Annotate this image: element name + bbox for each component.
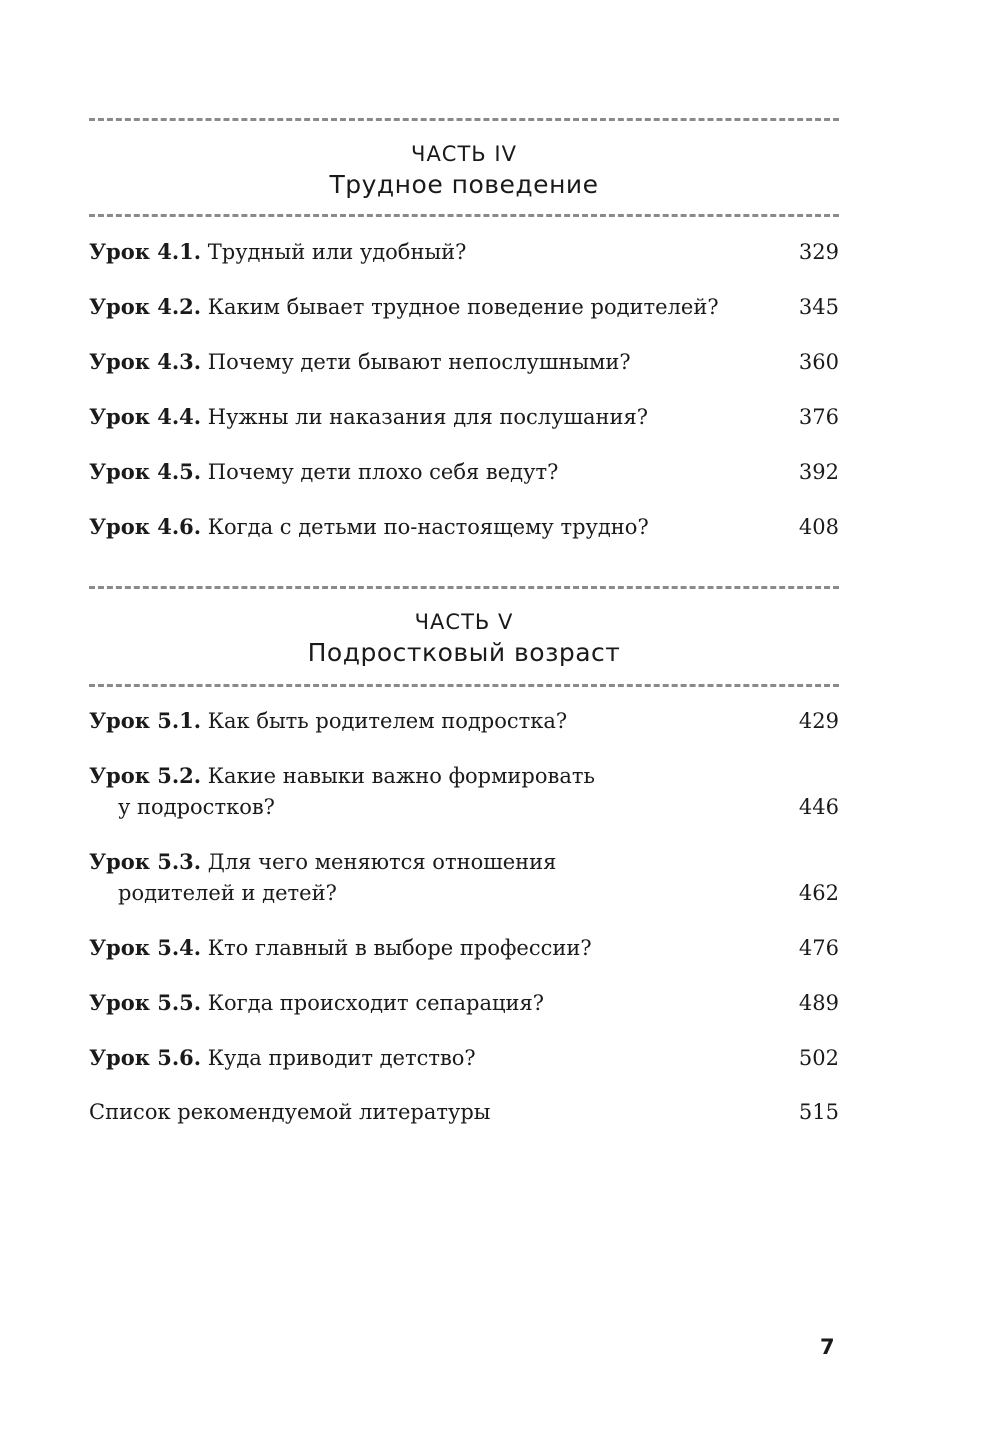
part-title: Трудное поведение (329, 170, 599, 199)
divider (89, 118, 839, 121)
lesson-label: Урок 5.4. (89, 935, 202, 960)
folio: 7 (820, 1335, 835, 1359)
lesson-title: Когда с детьми по-настоящему трудно? (207, 515, 649, 539)
lesson-title: Когда происходит сепарация? (207, 991, 544, 1015)
part-number: ЧАСТЬ V (414, 610, 514, 634)
page-number: 392 (798, 460, 839, 484)
page-number: 515 (798, 1100, 839, 1124)
lesson-label: Урок 5.2. (89, 763, 202, 788)
lesson-title: Почему дети плохо себя ведут? (207, 460, 559, 484)
page-number: 376 (798, 405, 839, 429)
lesson-title: Для чего меняются отношения (207, 850, 557, 874)
page-number: 489 (798, 991, 839, 1015)
lesson-label: Урок 4.5. (89, 459, 202, 484)
lesson-label: Урок 5.3. (89, 849, 202, 874)
lesson-label: Урок 5.6. (89, 1045, 202, 1070)
lesson-title: Трудный или удобный? (207, 240, 467, 264)
lesson-title-continuation: родителей и детей? (118, 881, 337, 905)
lesson-label: Урок 5.5. (89, 990, 202, 1015)
page-number: 462 (798, 881, 839, 905)
toc-entry[interactable] (89, 760, 839, 823)
lesson-label: Урок 4.1. (89, 239, 202, 264)
page-number: 446 (798, 795, 839, 819)
toc-entry[interactable] (89, 456, 839, 488)
page-number: 360 (798, 350, 839, 374)
part-number: ЧАСТЬ IV (411, 142, 517, 166)
part-title: Подростковый возраст (307, 638, 621, 667)
toc-entry[interactable] (89, 346, 839, 378)
page-number: 408 (798, 515, 839, 539)
lesson-title: Нужны ли наказания для послушания? (207, 405, 649, 429)
lesson-title: Как быть родителем подростка? (207, 709, 568, 733)
toc-entry[interactable] (89, 511, 839, 543)
lesson-label: Урок 5.1. (89, 708, 202, 733)
toc-entry[interactable] (89, 401, 839, 433)
toc-entry[interactable] (89, 291, 839, 323)
lesson-title: Каким бывает трудное поведение родителей? (207, 295, 719, 319)
bibliography-title: Список рекомендуемой литературы (89, 1100, 491, 1124)
toc-entry[interactable] (89, 846, 839, 909)
toc-entry-bibliography[interactable] (89, 1097, 839, 1128)
divider (89, 586, 839, 589)
lesson-label: Урок 4.4. (89, 404, 202, 429)
toc-entry[interactable] (89, 705, 839, 737)
toc-entry[interactable] (89, 236, 839, 268)
page-number: 345 (798, 295, 839, 319)
toc-entry[interactable] (89, 932, 839, 964)
lesson-label: Урок 4.6. (89, 514, 202, 539)
lesson-title: Куда приводит детство? (207, 1046, 476, 1070)
lesson-title-continuation: у подростков? (118, 795, 275, 819)
page-number: 329 (798, 240, 839, 264)
divider (89, 684, 839, 687)
toc-entry[interactable] (89, 987, 839, 1019)
divider (89, 214, 839, 217)
lesson-title: Почему дети бывают непослушными? (207, 350, 631, 374)
lesson-title: Кто главный в выборе профессии? (207, 936, 592, 960)
lesson-label: Урок 4.3. (89, 349, 202, 374)
lesson-label: Урок 4.2. (89, 294, 202, 319)
page-number: 502 (798, 1046, 839, 1070)
lesson-title: Какие навыки важно формировать (207, 764, 595, 788)
page-number: 476 (798, 936, 839, 960)
toc-entry[interactable] (89, 1042, 839, 1074)
page-number: 429 (798, 709, 839, 733)
